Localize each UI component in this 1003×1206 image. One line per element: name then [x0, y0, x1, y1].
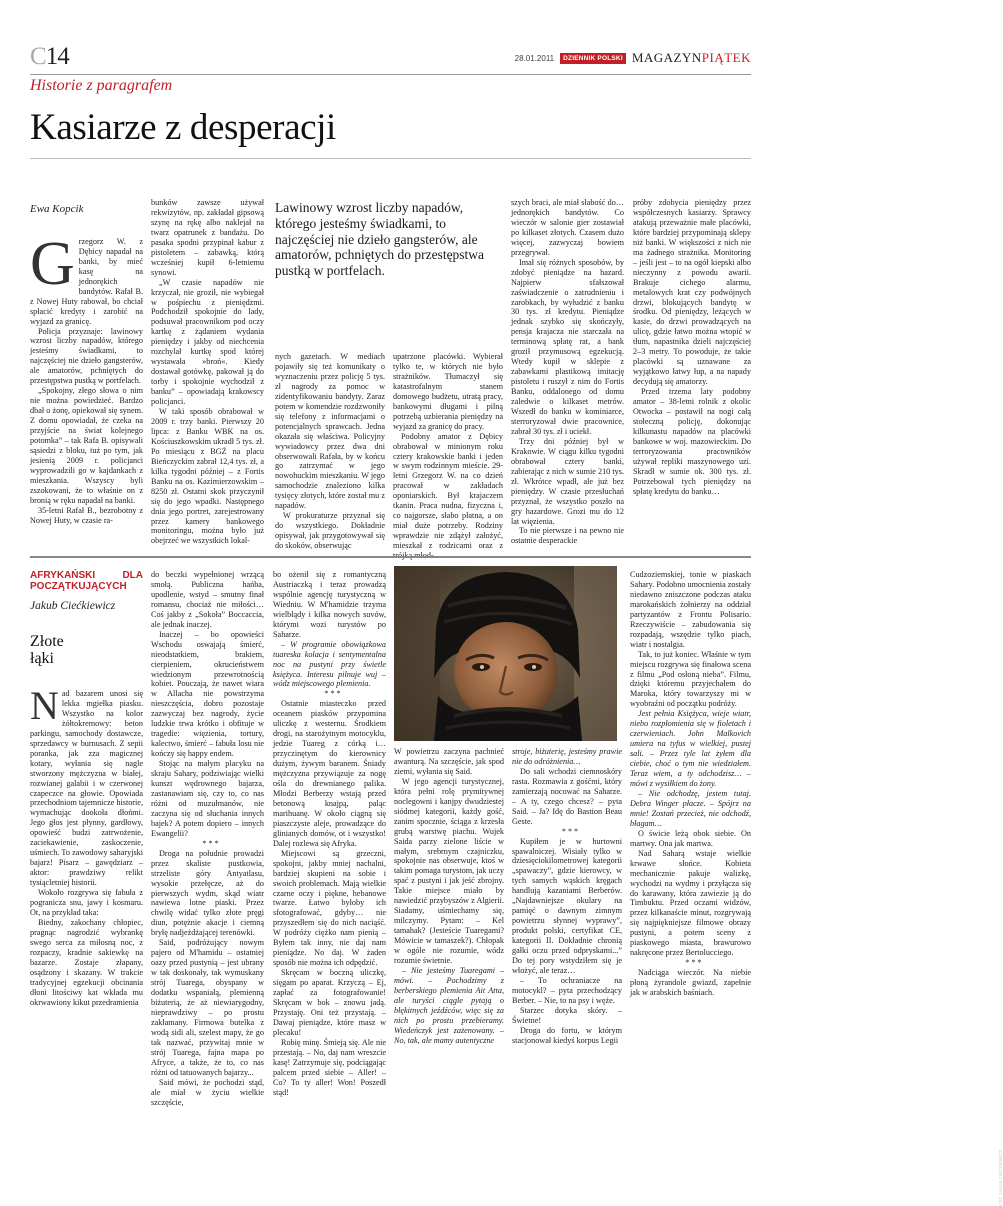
paragraph: W prokuraturze przyznał się do wszystkiego. Dokładnie opisywał, jak przygotowywał się do skoków, obserwując	[275, 511, 385, 551]
paragraph: Nad Saharą wstaje wielkie krwawe słońce. Kobieta mechanicznie pakuje walizkę, wychodzi na wydmy i przyłącza się do karawany, która zawiezie ją do Timbuktu. Przed oczami widzów, przez kilkanaście minut, rozgrywają się najpiękniejsze filmowe obrazy pustyni, a potem sceny z piaskowego miasta, brawurowo nakręcone przez Bertolucciego.	[630, 848, 751, 958]
bottom-article-column-5	[512, 747, 622, 1045]
paragraph: Nadciąga wieczór. Na niebie płoną żyrandole gwiazd, zapełnie jak w arabskich baśniach.	[630, 968, 751, 998]
magazine-name	[632, 50, 751, 66]
issue-date: 28.01.2011	[514, 53, 555, 63]
paragraph: Tak, to już koniec. Właśnie w tym miejscu rozgrywa się finałowa scena z filmu „Pod osłoną nieba”. Filmu, dzięki któremu przyjechałem do Maroka, który towarzyszy mi w wyobraźni od początku podróży.	[630, 649, 751, 709]
top-article-column-6	[633, 198, 751, 552]
paragraph: To nie pierwsze i na pewno nie ostatnie desperackie	[511, 526, 624, 546]
bottom-article-column-4	[394, 747, 504, 1045]
paragraph: Biedny, zakochany chłopiec, pragnąc nagrodzić wybrankę swego serca za miłosną noc, z rozpaczy, kradnie sakiewkę na bazarze. Zostaje złapany, osądzony i skazany. W trakcie tradycyjnej egzekucji obcinania dłoni litościwy kat wkłada mu okrwawiony kikut przedramienia	[30, 917, 143, 1007]
top-article-column-3	[275, 352, 385, 552]
masthead-rule	[30, 74, 751, 75]
paragraph: Said, podróżujący nowym pajero od M'hamidu – ostatniej oazy przed pustynią – jest ubrany w tak doskonały, tak wymuskany strój Tuarega, obyspany w dodatku wspaniałą, plemienną biżuterią, że aż niewiarygodny, nieprawdziwy – po prostu zakłamany. Firmowa butelka z wodą sidi ali, szelest mapy, że go tak nazwać, przywitaj mnie w strój Tuarega, fajna mapa po Afryce, a także, że to, co nas różni od tatuowanych bajarzy...	[151, 938, 264, 1077]
section-separator: ***	[324, 689, 343, 699]
paragraph: Starzec dotyka skóry. – Świetne!	[512, 1005, 622, 1025]
paragraph: upatrzone placówki. Wybierał tylko te, w których nie było strażników. Tłumaczył się katastrofalnym stanem domowego budżetu, utratą pracy, bankowymi długami i pilną potrzebą uzbierania pieniędzy na wyjazd za granicę do pracy.	[393, 352, 503, 431]
drop-cap: N	[30, 683, 59, 728]
paragraph: Imał się różnych sposobów, by zdobyć pieniądze na hazard. Najpierw sfałszował zaświadczenie o zatrudnieniu i zarobkach, by wyłudzić z banku 30 tys. zł kredytu. Pieniądze jednak szybko się skończyły, pensja krajacza nie starczała na terminową spłatę rat, a bank groził przymusową egzekucją. Wtedy kupił w sklepie z zabawkami plastikową imitację pistoletu i ruszył z nim do Fortis Banku, oddalonego od domu zaledwie o kilkaset metrów. Wszedł do banku w kominiarce, sterroryzował dwie pracownice, zabrał 30 tys. zł i uciekł.	[511, 257, 624, 436]
paragraph: O świcie leżą obok siebie. On martwy. Ona jak martwa.	[630, 828, 751, 848]
paragraph: 35-letni Rafał B., bezrobotny z Nowej Huty, w czasie ra-	[30, 505, 143, 525]
section-separator: ***	[202, 838, 221, 848]
section-separator: ***	[685, 958, 704, 968]
article-title	[30, 633, 143, 667]
top-article-column-2	[151, 198, 264, 552]
paragraph: szych braci, ale miał słabość do… jednorękich bandytów. Co wieczór w salonie gier zostawiał po kilkaset złotych. Czasem dużo więcej, zazwyczaj bowiem przegrywał.	[511, 198, 624, 257]
paragraph: bo ożenił się z romantyczną Austriaczką i teraz prowadzą wspólnie agencję turystyczną w Wiedniu. W M'hamidzie trzyma wielbłądy i kilka nowych suvów, którymi wozi turystów po Saharze.	[273, 570, 386, 639]
paragraph: bunków zawsze używał rekwizytów, np. zakładał gipsową szynę na rękę albo naklejał na twarz opatrunek z bandażu. Do pasaka spodni przypinał kabur z pistoletem – zabawką, którą wcześniej kupił 6-letniemu synowi.	[151, 198, 264, 277]
paragraph: do beczki wypełnionej wrzącą smołą. Publiczna hańba, upodlenie, wstyd – smutny finał romansu, chociaż nie miłości… Coś jakby z „Sokoła” Boccaccia, ale jednak inaczej.	[151, 570, 264, 629]
lead-text: ad bazarem unosi się lekka mgiełka piasku. Wszystko na kolor żółtokremowy: beton parkingu, samochody dostawcze, sprzedawcy w burnusach. Z sepii poranka, jak zza magicznej kotary, wyłania się nagle stworzony mężczyzna w białej, rozwianej galabii i w czerwonej czapeczce na głowie. Opowiada przechodniom tajemnicze historie, wymachując dookoła dłońmi. Jego głos jest płynny, gardłowy, opowieść budzi zatrwożenie, zaciekawienie, zaskoczenie, uśmiech. To zawodowy saharyjski bajarz! Pisarz – gawędziarz – aktor: prawdziwy relikt tysiącletniej historii.	[30, 689, 143, 888]
paragraph: nych gazetach. W mediach pojawiły się też komunikaty o wyznaczeniu przez policję 5 tys. zł nagrody za pomoc w zidentyfikowaniu bandyty. Zaraz potem w komendzie rozdzwoniły się telefony z informacjami o potencjalnych sprawcach. Jedna okazała się właściwa. Policyjny wywiadowcy przez dwa dni obserwowali Rafała, by w końcu go zatrzymać w jego nowohuckim mieszkaniu. W jego samochodzie znaleziono kilka tysięcy złotych, które został mu z napadów.	[275, 352, 385, 511]
photo-credit: FOT. JAKUB CIEĆKIEWICZ	[998, 1149, 1003, 1206]
paragraph: Stojąc na małym placyku na skraju Sahary, podziwiając wielki kunszt wędrownego bajarza, zastanawiam się, czy to, co nas różni od muzułmanów, nie zaczyna się od słuchania innych bajek? A potem dopiero – innych Ewangelii?	[151, 759, 264, 838]
magazine-name-a: MAGAZYN	[631, 50, 702, 65]
column-kicker: AFRYKAŃSKI DLA POCZĄTKUJĄCYCH	[30, 570, 143, 592]
paragraph: – To ochraniacze na motocykl? – pyta przechodzący Berber. – Nie, to na psy i węże.	[512, 975, 622, 1005]
paragraph: Droga na południe prowadzi przez skaliste pustkowia, strzeliste góry Antyatlasu, wysokie przełęcze, aż do pierwszych wydm, skąd wiatr nawiewa lotne piaski. Przez chwilę widać tylko złote pręgi diun, potężnie akacje i ciemną bryłę nadjeżdżającej terenówki.	[151, 848, 264, 938]
paragraph: W taki sposób obrabował w 2009 r. trzy banki. Pierwszy 20 lipca: z Banku WBK na os. Kościuszkowskim ukradł 5 tys. zł. Po miesiącu z BGŻ na placu Bieńczyckim zabrał 12,4 tys. zł, a kilka tygodni później – z Fortis Banku na os. Kazimierzowskim – 8250 zł. Ostatni skok przyczynił się do jego wpadki. Następnego dnia jego portret, zarejestrowany przez kamery bankowego monitoringu, można było już obejrzeć we wszystkich lokal-	[151, 407, 264, 546]
bottom-article-column-1	[30, 570, 143, 1018]
magazine-name-b: PIĄTEK	[701, 50, 751, 65]
paragraph: Skręcam w boczną uliczkę, sięgam po aparat. Krzyczą – Ej, zapłać za fotografowanie! Skręcam w bok – znowu jadą. Przystaję. Oni też przystają. – Dawaj pieniądze, które masz w plecaku!	[273, 968, 386, 1037]
masthead	[515, 50, 751, 66]
paragraph: W jego agencji turystycznej, która pełni rolę prymitywnej noclegowni i kanjpy dwudziestej siódmej kategorii, każdy gość, zanim spocznie, ściąga z krzesła grubą warstwę piachu. Wujek Saida parzy zielone liście w małym, srebrnym czajniczku, spokojnie nas obserwuje, ktoś w takim pomaga turystom, jak uczy spać z pustyni i jak jeść zbrojny. Takie miejsce miało by nawiedzić przybyszów z Algierii. Siadamy, uśmiechamy się, milczymy. Pytam: – Kel tamahak? (Jesteście Tuaregami? Mówicie w tamaszek?). Chłopak w ogóle nie rozumie, wódz rozumie świetnie.	[394, 776, 504, 966]
page-prefix: C	[30, 43, 46, 70]
paragraph: Wokoło rozgrywa się fabuła z pogranicza snu, jawy i kosmaru. Ot, na przykład taka:	[30, 888, 143, 917]
lead-text: rzegorz W. z Dębicy napadał na banki, by mieć kasę na jednorękich bandytów. Rafał B. z Nowej Huty rabował, bo chciał spłacić kredyty i zarobić na wyjazd za granicę.	[30, 236, 143, 326]
pull-quote: Lawinowy wzrost liczby napadów, którego jesteśmy świadkami, to najczęściej nie dzieło gangsterów, ale amatorów, pchniętych do przestępstwa pustką w portfelach.	[275, 200, 485, 279]
paragraph: Miejscowi są grzeczni, spokojni, jakby mniej nachalni, bardziej skupieni na sobie i swoich problemach. Mają wielkie czarne oczy i piękne, hebanowe twarze. Łatwo byłoby ich sfotografować, gdyby… nie przyszedłem się do nich naciąść. W podróży ciężko nam pienią – Byłem tak inny, nie daj nam pieniądze. No daj. W żaden sposób nie można ich odpędzić.	[273, 848, 386, 968]
page-number	[30, 44, 69, 70]
paragraph: Said mówi, że pochodzi stąd, ale miał w życiu wielkie szczęście,	[151, 1077, 264, 1107]
article-title-line-1: Złote	[30, 633, 64, 650]
paragraph: – Nie jesteśmy Tuaregami – mówi. – Pochodzimy z berberskiego plemienia Ait Atta, ale turyści ciągle pytają o błękitnych jeźdźców, więc się za nich po prostu przebieramy. Wiedeńczyk jest zażenowany. – No, tak, ale mamy autentyczne	[394, 965, 504, 1045]
paragraph: Trzy dni później był w Krakowie. W ciągu kilku tygodni obrabował cztery banki, zabierając z nich w sumie 210 tys. zł. Wkrótce wpadł, ale już bez pieniędzy. W czasie przesłuchań przyznał, że wszystko poszło na gry hazardowe. Grozi mu do 12 lat więzienia.	[511, 436, 624, 526]
drop-cap: G	[30, 229, 75, 298]
paragraph: próby zdobycia pieniędzy przez współczesnych kasiarzy. Sprawcy atakują przeważnie małe placówki, które bardziej przypominają sklepy niż banki. W większości z nich nie ma żadnego strażnika. Monitoring – jeśli jest – to na ogół kiepski albo nieczynny z powodu awarii. Brakuje cichego alarmu, metalowych krat czy podwójnych drzwi, blokujących bandytę w środku. Od pieniędzy, leżących w kasie, do drzwi prowadzących na ulicę, gdzie łatwo można wtopić w tłum, napastnika dzieli najczęściej 2–3 metry. To powoduje, że takie placówki są uznawane za wyjątkowo łatwy łup, a na napady decydują się amatorzy.	[633, 198, 751, 387]
section-divider	[30, 556, 751, 558]
lead-paragraph	[30, 229, 143, 327]
paragraph: Robię minę. Śmieją się. Ale nie przestają. – No, daj nam wreszcie kasę! Zatrzymuje się, podciągając palcem przed siebie – Aller! – Co? To ty aller! Won! Poszedł stąd!	[273, 1037, 386, 1097]
paragraph: Droga do fortu, w którym stacjonował kiedyś korpus Legii	[512, 1025, 622, 1045]
byline: Jakub Ciećkiewicz	[30, 600, 116, 612]
paragraph: „W czasie napadów nie krzyczał, nie groził, nie wybiegał w pośpiechu z pieniędzmi. Podchodził spokojnie do lady, podsuwał pracownikom pod oczy kartkę z żądaniem wydania pieniędzy i jakby od niechcenia rozchylał kurtkę spod której wystawała »broń«. Kiedy dostawał gotówkę, pakował ją do torby i spokojnie wychodził z banku” – opowiadają krakowscy policjanci.	[151, 277, 264, 407]
byline: Ewa Kopcik	[30, 203, 84, 215]
paragraph: stroje, biżuterię, jesteśmy prawie nie do odróżnienia…	[512, 747, 622, 766]
paragraph: – Nie odchodzę, jestem tutaj. Debra Winger płacze. – Spójrz na mnie! Zostań przecież, nie odchodź, błagam…	[630, 788, 751, 828]
top-article-column-1	[30, 205, 143, 552]
newspaper-logo: DZIENNIK POLSKI	[560, 53, 626, 64]
paragraph: Przed trzema laty podobny amator – 38-letni rolnik z okolic Otwocka – postawił na nogi całą stołeczną policję, dokonując kilkunastu napadów na placówki bankowe w woj. mazowieckim. Do terroryzowania pracowników używał repliki maszynowego uzi. Skradł w sumie ok. 300 tys. zł. Potrzebował tych pieniędzy na spłatę kredytu do banku…	[633, 387, 751, 496]
paragraph: Kupiłem je w hurtowni spawalniczej. Wisiały tylko w dziesięciokilometrowej kategorii „spawaczy”, gdzie kierowcy, w tych samych wąskich kręgach handlują kazaniami Berberów. „Najdawniejsze okulary na pamięć o dawnym zimnym powietrzu słynnej wyprawy”, produkt polski, certyfikat CE, kategorii II. Dokładnie chronią gałki oczu przed odpryskami...” Do tej pory wstydziłem się je włożyć, ale teraz…	[512, 836, 622, 975]
bottom-article-column-3	[273, 570, 386, 1097]
bottom-article-column-2	[151, 570, 264, 1107]
top-article-column-4	[393, 352, 503, 561]
portrait-man-black-turban	[394, 566, 617, 741]
lead-paragraph	[30, 683, 143, 888]
paragraph: Jest pełnia Księżyca, wieje wiatr, niebo rozpłomienia się w fioletach i czerwieniach. John Malkovich umiera na tyfus w wielkiej, pustej sali. – Przez tyle lat żyłem dla ciebie, choć o tym nie wiedziałem. Teraz wiem, a ty odchodzisz… – mówi z wysiłkiem do żony.	[630, 709, 751, 789]
bottom-article-column-6	[630, 570, 751, 1018]
paragraph: Podobny amator z Dębicy obrabował w minionym roku cztery krakowskie banki i jeden w swym rodzinnym mieście. 29-letni Grzegorz W. na co dzień pracował w zakładach oponiarskich. Był krajaczem tkanin. Praca nudna, fizyczna i, co najgorsze, słabo płatna, a on miał duże potrzeby. Rodziny wprawdzie nie zdążył założyć, mieszkał z rodzicami oraz z trójką młod-	[393, 431, 503, 561]
paragraph: Do sali wchodzi ciemnoskóry rasta. Rozmawia z gośćmi, który zamierzają nocować na Saharze. – A ty, czego chcesz? – pyta Said. – Ja? Idę do Bastion Beau Geste.	[512, 766, 622, 826]
article-title-line-2: łąki	[30, 650, 54, 667]
headline: Kasiarze z desperacji	[30, 107, 336, 148]
paragraph: Policja przyznaje: lawinowy wzrost liczby napadów, którego jesteśmy świadkami, to najczęściej nie dzieło gangsterów, ale amatorów, pchniętych do przestępstwa pustką w portfelach.	[30, 326, 143, 386]
paragraph: W powietrzu zaczyna pachnieć awanturą. Na szczęście, jak spod ziemi, wyłania się Said.	[394, 747, 504, 776]
paragraph: „Spokojny, złego słowa o nim nie można powiedzieć. Bardzo dbał o żonę, opiekował się synem. Z domu opowiadał, że czeka na przyjście na świat kolejnego potomka” – tak Rafa B. opisywali sąsiedzi z bloku, tuż po tym, jak jesienią 2009 r. policjanci wyprowadzili go w kajdankach z mieszkania. Wszyscy byli zszokowani, że to właśnie on z bronią w ręku napadał na banki.	[30, 386, 143, 505]
page-number-value: 14	[45, 43, 69, 70]
paragraph: Inaczej – bo opowieści Wschodu oswajają śmierć, nieodstatkiem, brakiem, cierpieniem, okrucieństwem wiedzionym przewrotnością kobiet. Pouczają, że nawet wiara w Allacha nie powstrzyma nieszczęścia, dobro pozostaje zazwyczaj bez nagrody, życie ludzkie trwa krótko i obfituje w tragedie: więzienia, tortury, kalectwo, śmierć – fabuła losu nie kończy się happy endem.	[151, 629, 264, 759]
section-title: Historie z paragrafem	[30, 77, 173, 94]
paragraph: Ostatnie miasteczko przed oceanem piasków przypomina uliczkę z westernu. Środkiem drogi, na starożytnym motocyklu, jedzie Tuareg z córką i… przyczinętym do kierownicy dużym, żywym baranem. Śniady mężczyzna przywiązuje za nogę ośla do drewnianego palika. Młodzi Berberzy wstają przed betonową knajpą, paląc marihuanę. W około ciągną się piaszczyste aleje, prowadzące do glinianych domów, ot i wszystko! Dalej rozlewa się Afryka.	[273, 699, 386, 848]
top-article-column-5	[511, 198, 624, 552]
paragraph: – W programie obowiązkowa tuareska kolacja i sentymentalna noc na pustyni przy świetle księżyca. Interesu pilnuje wuj – wódz miejscowego plemienia.	[273, 639, 386, 689]
section-separator: ***	[561, 826, 581, 836]
paragraph: Cudzoziemskiej, tonie w piaskach Sahary. Podobno umocnienia zostały niedawno zniszczone podczas ataku marokańskich żołnierzy na oddział partyzantów z Frontu Polisario. Rzeczywiście – zabudowania się rozpadają, wszędzie tylko piach, wiatr i nostalgia.	[630, 570, 751, 649]
headline-rule	[30, 158, 751, 159]
